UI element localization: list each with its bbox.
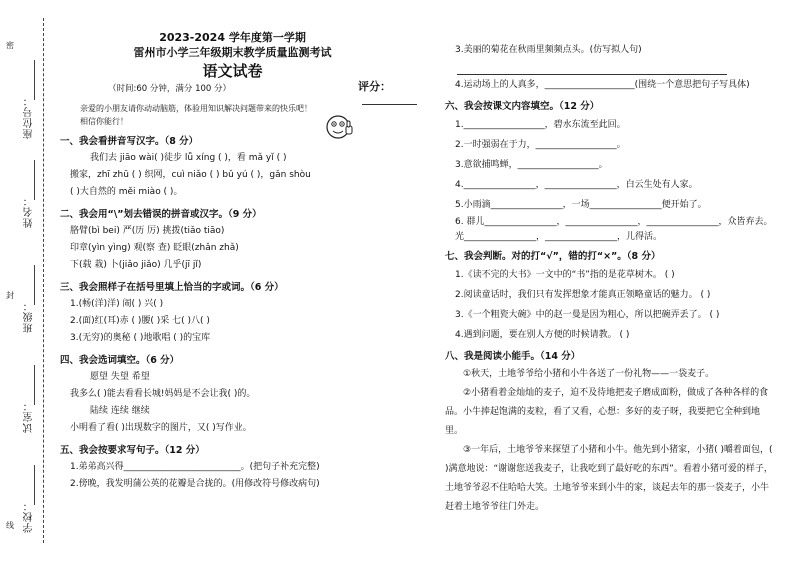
score-field[interactable] [362,94,417,105]
class-label: 班级： [24,300,35,333]
seat-number-field[interactable] [34,60,35,100]
time-score-text: （时间:60 分钟，满分 100 分） [108,84,232,94]
binding-margin [0,0,50,562]
name-field[interactable] [34,160,35,200]
right-column [445,40,775,517]
reading-paragraph: ②小猪看着金灿灿的麦子，迫不及待地把麦子磨成面粉，做成了各种各样的食品。小牛捧起饱满的麦粒，看了又看，心想：多好的麦子呀，我要把它全种到地里。 [445,388,769,436]
intro-line: 相信你能行！ [80,117,128,126]
recite-line: 6. 群儿________________，________________，________________，众皆弃去。光________________，________________，儿得活。 [455,217,773,242]
left-column [60,30,405,493]
name-label: 姓名： [24,195,35,228]
pinyin-line: 我们去 jiāo wài( )徒步 lǚ xíng ( )，看 mǎ yǐ ( ) [90,153,287,163]
section-5-title: 五、我会按要求写句子。（12 分） [60,445,205,456]
recite-line: 4.________________，________________，白云生处有人家。 [455,180,698,190]
school-field[interactable] [34,465,35,505]
pinyin-line: 搬家，zhī zhū ( ) 织网，cuì niǎo ( ) bǔ yú ( )，gǎn shòu [70,170,311,180]
recite-line: 1.__________________，碧水东流至此回。 [455,120,626,130]
thumbs-up-face-icon [325,112,355,142]
school-label: 学校： [24,500,35,533]
seal-mark: 线 [6,521,14,530]
sentence-task: 4.运动场上的人真多，____________________(围绕一个意思把句子写具体) [455,80,750,90]
score-box [358,80,417,109]
recite-line: 5.小雨滴________________，一场________________便开始了。 [455,200,707,210]
seal-line [43,18,44,543]
judge-line: 3.《一个粗瓷大碗》中的赵一曼是因为粗心，所以把碗弄丢了。 ( ) [455,310,720,320]
pinyin-line: ( )大自然的 měi miào ( )。 [70,187,183,197]
section-8-title: 八、我是阅读小能手。（14 分） [445,351,581,362]
judge-line: 2.阅读童话时，我们只有发挥想象才能真正领略童话的魅力。 ( ) [455,290,711,300]
fill-word-line: 3.(无穷)的奥秘 ( )地歌唱 ( )的宝库 [70,333,211,343]
correction-line: 印章(yìn yìng) 观(察 查) 眨眼(zhǎn zhǎ) [70,243,239,253]
sentence-task: 3.美丽的菊花在秋雨里频频点头。(仿写拟人句) [455,45,642,55]
choice-sentence: 我多么( )能去看看长城!妈妈是不会让我( )的。 [70,389,256,399]
fill-word-line: 2.(面)红(耳)赤 ( )腰( )采 七( )八( ) [70,316,210,326]
fill-word-line: 1.(畅(洋)洋) 闹( ) 兴( ) [70,299,164,309]
exam-title: 雷州市小学三年级期末教学质量监测考试 [133,46,332,59]
exam-meta [108,82,405,96]
seal-mark: 密 [6,41,14,50]
seal-mark: 封 [6,291,14,300]
correction-line: 下(载 栽) 卜(jiǎo jiǎo) 几乎(jī jǐ) [70,260,202,270]
section-6-title: 六、我会按课文内容填空。（12 分） [445,101,600,112]
exam-room-label: 试室： [24,400,35,433]
seat-number-label: 座位号： [24,95,35,139]
judge-line: 1.《读不完的大书》一文中的“书”指的是花草树木。 ( ) [455,270,675,280]
answer-line[interactable] [457,60,727,75]
reading-paragraph: ③一年后，土地爷爷来探望了小猪和小牛。他先到小猪家，小猪( )嚼着面包，( )满意地说：“谢谢您送我麦子，让我吃到了最好吃的东西”。看着小猪可爱的样子，土地爷爷忍不住哈哈大笑。土地爷爷来到小牛的家，谈起去年的那一袋麦子，小牛赶着土地爷爷往门外走。 [445,445,773,512]
intro-text [60,102,325,128]
section-1-title: 一、我会看拼音写汉字。（8 分） [60,136,199,147]
section-3-title: 三、我会照样子在括号里填上恰当的字或词。（6 分） [60,282,284,293]
year-term-title: 2023-2024 学年度第一学期 [159,31,306,44]
section-2-title: 二、我会用“\”划去错误的拼音或汉字。（9 分） [60,209,262,220]
judge-line: 4.遇到问题，要在别人方便的时候请教。 ( ) [455,330,630,340]
exam-room-field[interactable] [34,365,35,405]
intro-line: 亲爱的小朋友请你动动脑筋，体验用知识解决问题带来的快乐吧！ [80,104,312,113]
reading-paragraph: ①秋天，土地爷爷给小猪和小牛各送了一份礼物——一袋麦子。 [463,369,715,379]
correction-line: 胳臂(bì bei) 严(历 厉) 挑拨(tiǎo tiāo) [70,226,225,236]
word-choices: 愿望 失望 希望 [90,372,150,382]
word-choices: 陆续 连续 继续 [90,406,150,416]
section-7-title: 七、我会判断。对的打“√”，错的打“×”。（8 分） [445,251,661,262]
class-field[interactable] [34,265,35,305]
sentence-task: 1.弟弟高兴得__________________________。(把句子补充完整) [70,462,320,472]
choice-sentence: 小明看了看( )出现数字的图片，又( )写作业。 [70,423,252,433]
subject-title: 语文试卷 [202,62,263,80]
section-4-title: 四、我会选词填空。（6 分） [60,355,180,366]
recite-line: 3.意欲捕鸣蝉，__________________。 [455,160,608,170]
recite-line: 2.一时强弱在于力，__________________。 [455,140,626,150]
sentence-task: 2.傍晚，我发明蒲公英的花瓣是合拢的。(用修改符号修改病句) [70,479,320,489]
score-label: 评分： [358,80,391,93]
